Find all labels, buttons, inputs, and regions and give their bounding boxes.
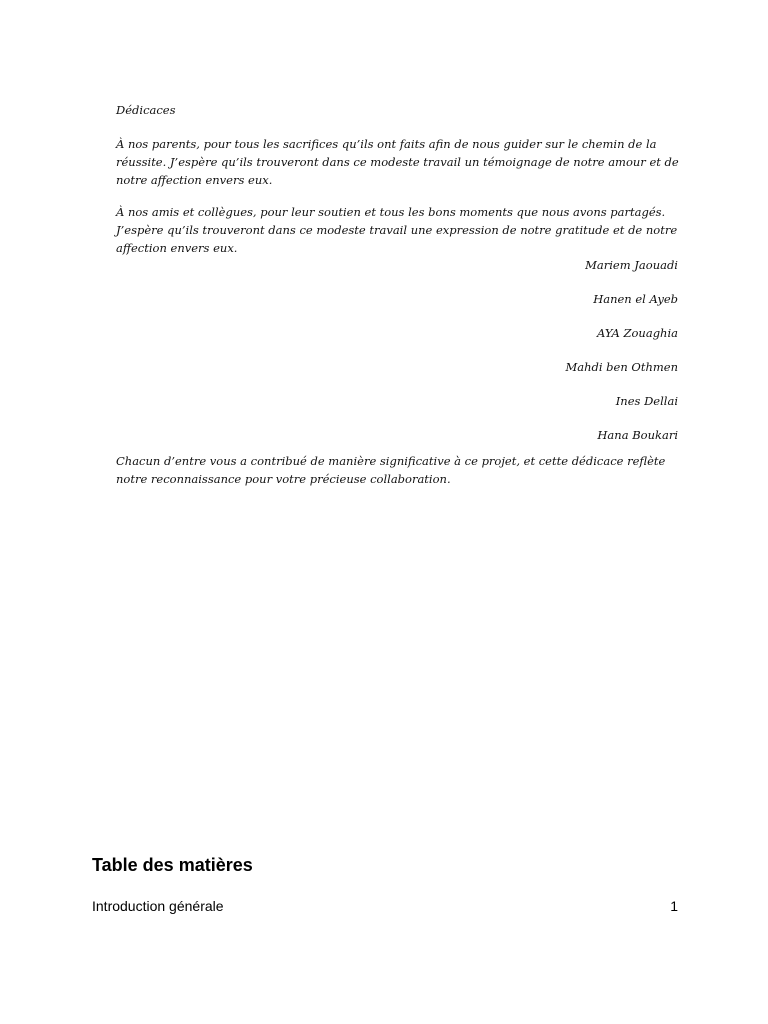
dedication-paragraph-friends: À nos amis et collègues, pour leur soutien et tous les bons moments que nous avons partagés. J’espère qu’ils trouveront dans ce modeste travail une expression de notre gratitude et de notre affection envers eux. bbox=[116, 205, 678, 255]
dedication-heading: Dédicaces bbox=[116, 103, 176, 117]
signature-name: AYA Zouaghia bbox=[597, 326, 678, 340]
signature-name: Hanen el Ayeb bbox=[593, 292, 678, 306]
signature-name: Ines Dellai bbox=[615, 394, 678, 408]
toc-entry-label: Introduction générale bbox=[92, 898, 224, 914]
signature-list bbox=[116, 255, 678, 459]
toc-entry[interactable] bbox=[92, 898, 678, 914]
signature-name: Mariem Jaouadi bbox=[585, 258, 678, 272]
toc-entry-page: 1 bbox=[670, 898, 678, 914]
dedication-paragraph-closing: Chacun d’entre vous a contribué de manière significative à ce projet, et cette dédicace reflète notre reconnaissance pour votre précieuse collaboration. bbox=[116, 454, 666, 486]
signature-name: Mahdi ben Othmen bbox=[565, 360, 678, 374]
toc-title: Table des matières bbox=[92, 855, 253, 875]
signature-name: Hana Boukari bbox=[597, 428, 678, 442]
dedication-paragraph-parents: À nos parents, pour tous les sacrifices qu’ils ont faits afin de nous guider sur le chemin de la réussite. J’espère qu’ils trouveront dans ce modeste travail un témoignage de notre amour et de notre affection envers eux. bbox=[116, 137, 679, 187]
